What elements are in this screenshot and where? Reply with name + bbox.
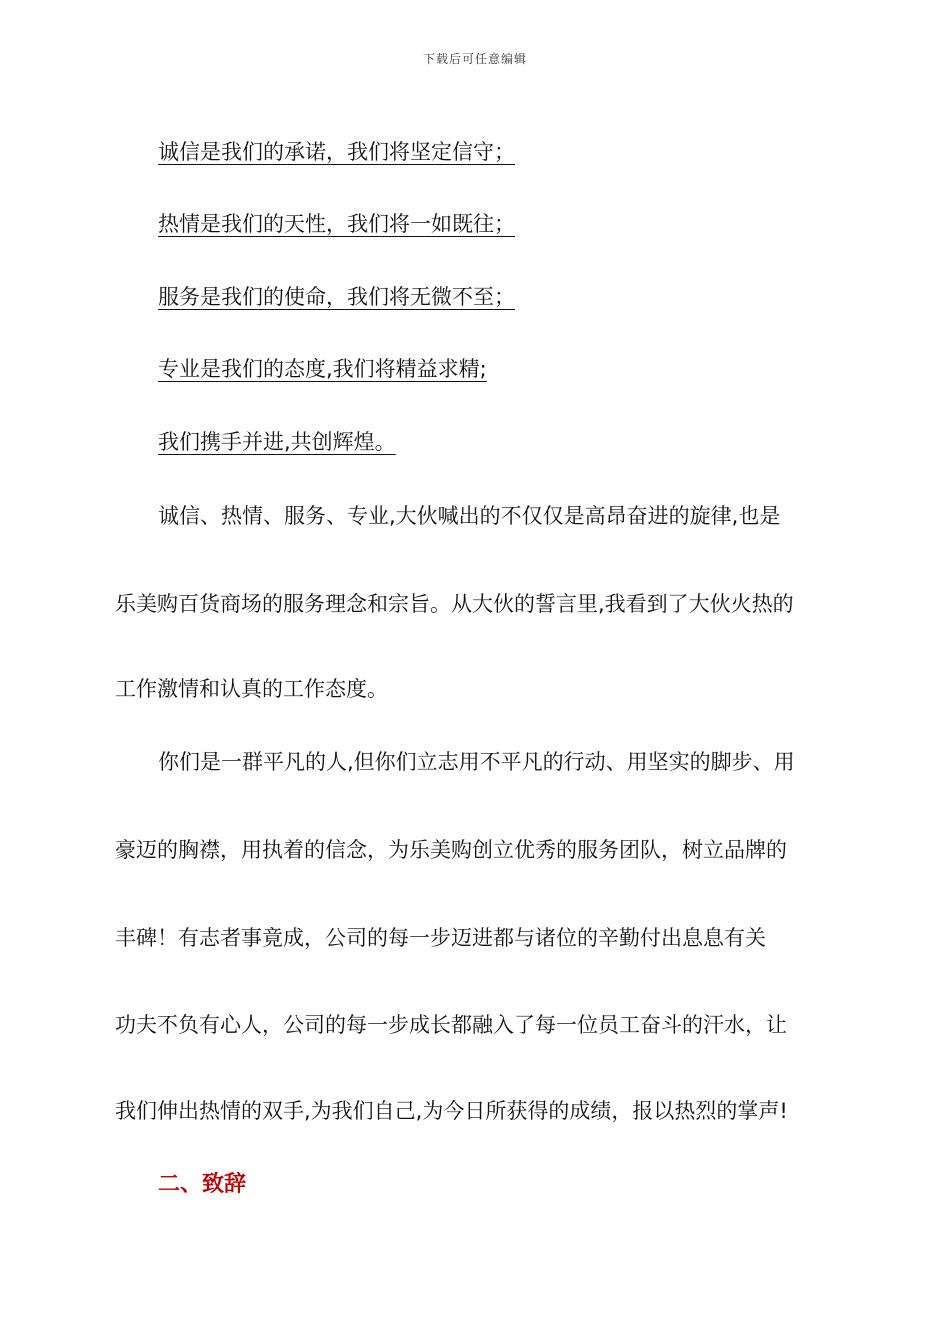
paragraph-line: 豪迈的胸襟，用执着的信念，为乐美购创立优秀的服务团队，树立品牌的	[115, 838, 787, 862]
paragraph-line: 我们伸出热情的双手,为我们自己,为今日所获得的成绩，报以热烈的掌声!	[115, 1099, 788, 1123]
pledge-line: 专业是我们的态度,我们将精益求精;	[158, 357, 487, 381]
paragraph-line: 你们是一群平凡的人,但你们立志用不平凡的行动、用坚实的脚步、用	[158, 750, 795, 774]
paragraph-line: 工作激情和认真的工作态度。	[115, 677, 388, 701]
section-heading: 二、致辞	[158, 1172, 247, 1197]
pledge-line: 热情是我们的天性，我们将一如既往；	[158, 212, 515, 236]
paragraph-line: 乐美购百货商场的服务理念和宗旨。从大伙的誓言里,我看到了大伙火热的	[115, 592, 794, 616]
pledge-line: 诚信是我们的承诺，我们将坚定信守；	[158, 140, 515, 164]
page-header: 下载后可任意编辑	[422, 52, 527, 66]
paragraph-line: 诚信、热情、服务、专业,大伙喊出的不仅仅是高昂奋进的旋律,也是	[158, 504, 781, 528]
paragraph-line: 功夫不负有心人，公司的每一步成长都融入了每一位员工奋斗的汗水，让	[115, 1013, 787, 1037]
paragraph-line: 丰碑！有志者事竟成，公司的每一步迈进都与诸位的辛勤付出息息有关	[115, 926, 766, 950]
pledge-line: 服务是我们的使命，我们将无微不至；	[158, 285, 515, 309]
pledge-line: 我们携手并进,共创辉煌。	[158, 430, 396, 454]
